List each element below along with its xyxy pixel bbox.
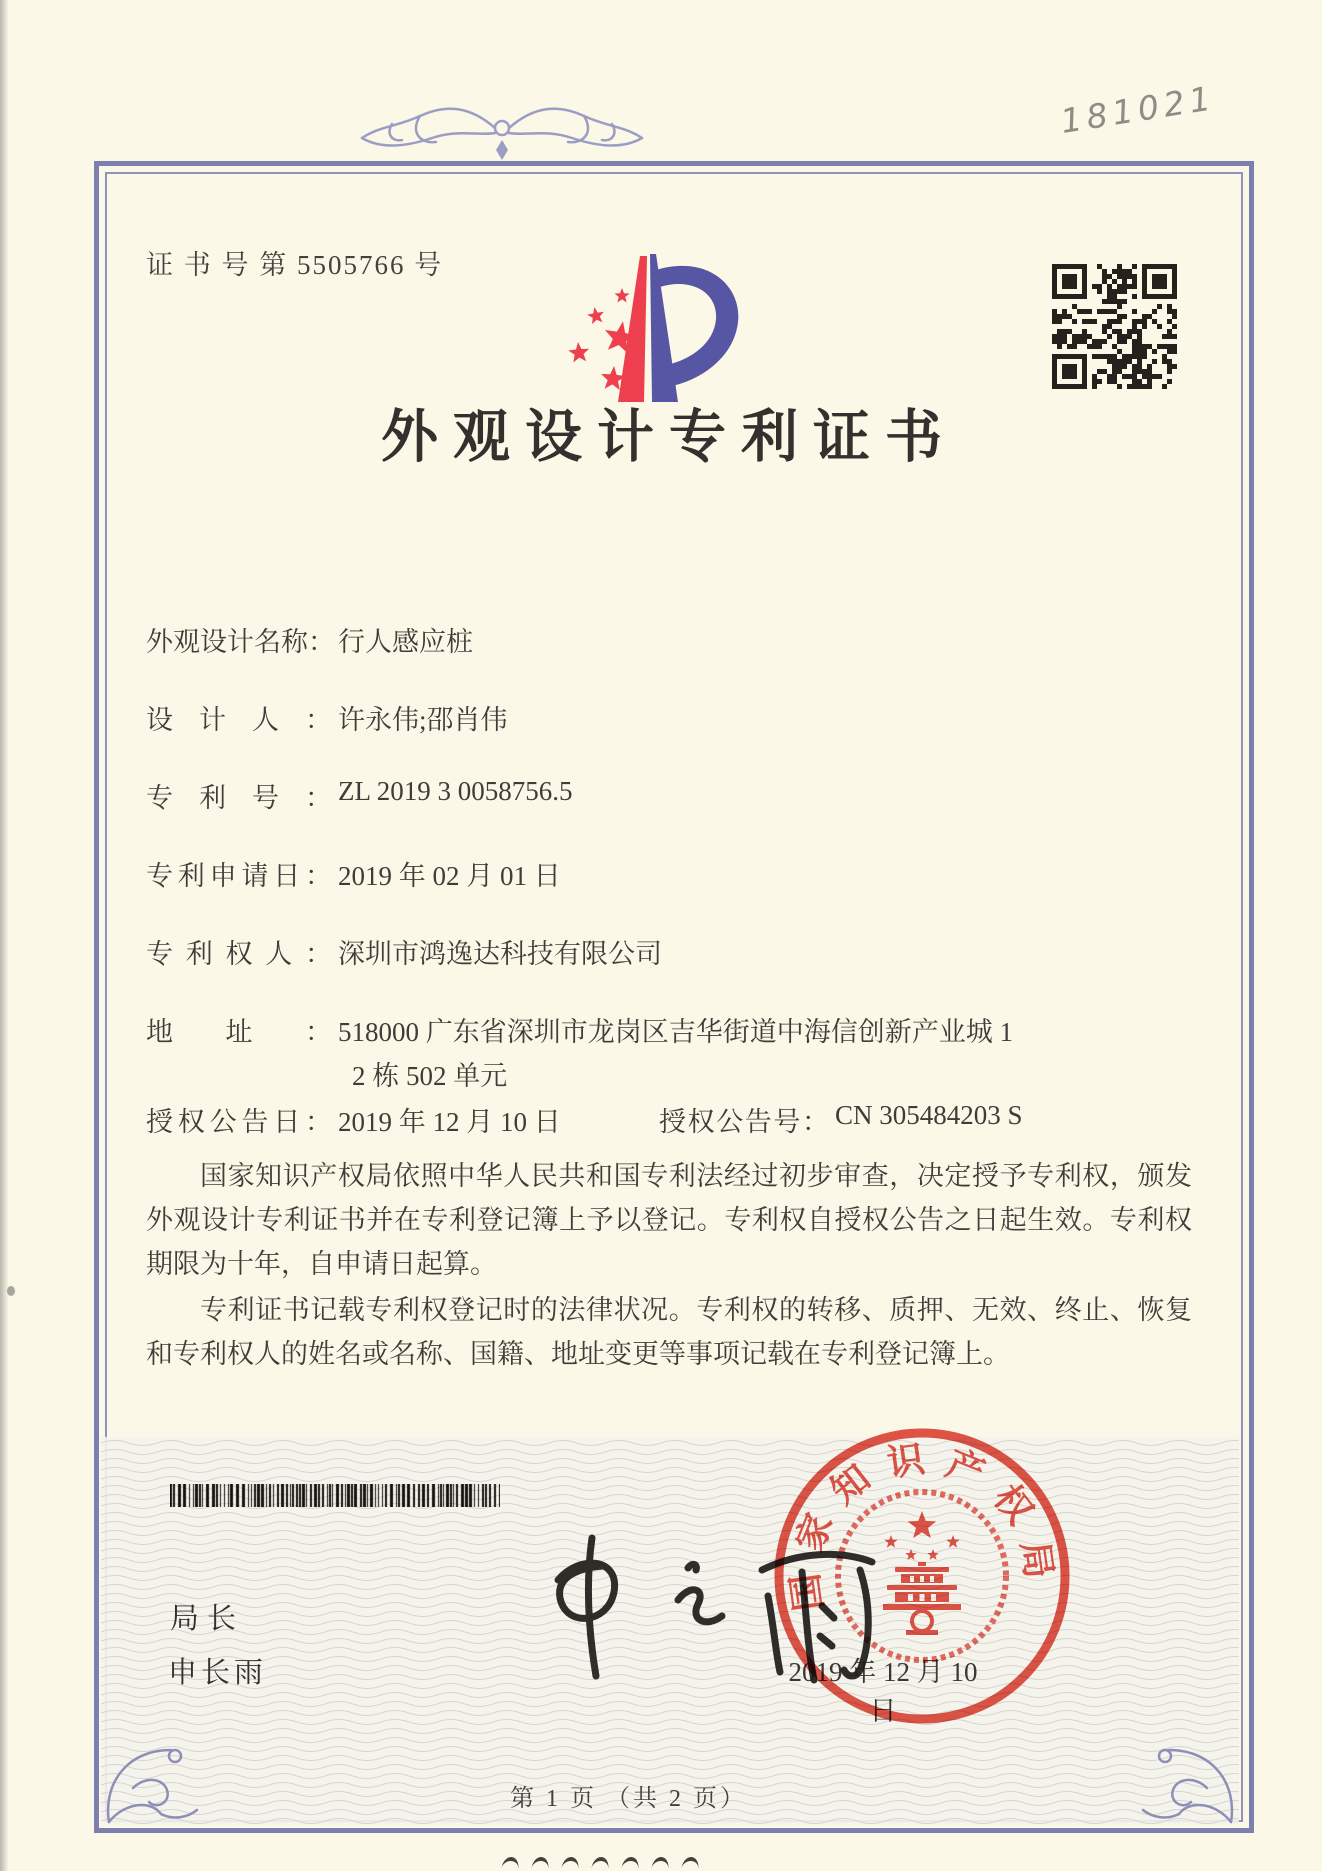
page-indicator: 第 1 页 （共 2 页） xyxy=(510,1786,747,1812)
certificate-title: 外观设计专利证书 xyxy=(381,406,957,469)
field-grant-date xyxy=(146,1100,561,1139)
clipped-text-fragment xyxy=(502,1857,699,1869)
field-filing-date xyxy=(146,854,561,893)
field-label: 专利申请日： xyxy=(146,861,332,891)
field-label: 设计人： xyxy=(146,705,332,735)
cnipa-logo xyxy=(568,246,758,412)
svg-text:识: 识 xyxy=(884,1439,928,1485)
field-grant-no xyxy=(659,1100,1023,1139)
svg-text:知: 知 xyxy=(823,1457,879,1513)
field-label: 地址： xyxy=(146,1017,332,1047)
scan-stray-dot xyxy=(7,1286,15,1296)
logo-p-bowl xyxy=(656,266,738,386)
svg-text:权: 权 xyxy=(985,1477,1041,1533)
field-value: 行人感应桩 xyxy=(338,627,473,657)
seal-national-emblem xyxy=(838,1492,1006,1660)
svg-text:国: 国 xyxy=(785,1570,831,1614)
field-value: CN 305484203 S xyxy=(835,1100,1023,1130)
field-patentee xyxy=(146,932,662,971)
official-seal xyxy=(770,1424,1074,1728)
director-role-label: 局长 xyxy=(170,1603,245,1635)
legal-text xyxy=(146,1154,1192,1376)
director-name: 申长雨 xyxy=(168,1657,268,1689)
field-label: 外观设计名称： xyxy=(146,627,335,657)
corner-flourish-right xyxy=(1132,1740,1237,1826)
svg-text:局: 局 xyxy=(1013,1538,1059,1582)
svg-text:产: 产 xyxy=(940,1443,990,1496)
field-value: 2019 年 12 月 10 日 xyxy=(338,1107,561,1137)
field-label: 授权公告号： xyxy=(659,1107,829,1137)
field-address-line2: 2 栋 502 单元 xyxy=(352,1061,508,1091)
barcode xyxy=(170,1484,500,1507)
field-value: 518000 广东省深圳市龙岗区吉华街道中海信创新产业城 1 xyxy=(338,1017,1013,1047)
seal-date: 2019 年 12 月 10 日 xyxy=(788,1657,978,1726)
scan-edge-shadow xyxy=(0,0,10,1871)
certificate-number: 证 书 号 第 5505766 号 xyxy=(146,250,444,280)
field-design-name xyxy=(146,620,473,659)
field-value: 2019 年 02 月 01 日 xyxy=(338,861,561,891)
field-label: 专利权人： xyxy=(146,939,332,969)
corner-flourish-left xyxy=(103,1740,208,1826)
field-label: 授权公告日： xyxy=(146,1107,332,1137)
field-address xyxy=(146,1010,1013,1049)
field-value: 深圳市鸿逸达科技有限公司 xyxy=(338,939,662,969)
handwritten-note: 181021 xyxy=(1057,78,1219,141)
qr-code xyxy=(1052,264,1177,389)
field-designer xyxy=(146,698,508,737)
legal-paragraph-1: 国家知识产权局依照中华人民共和国专利法经过初步审查，决定授予专利权，颁发外观设计专利证书并在专利登记簿上予以登记。专利权自授权公告之日起生效。专利权期限为十年，自申请日起算。 xyxy=(146,1161,1192,1279)
svg-text:家: 家 xyxy=(789,1508,842,1558)
field-patent-no xyxy=(146,776,572,815)
legal-paragraph-2: 专利证书记载专利权登记时的法律状况。专利权的转移、质押、无效、终止、恢复和专利权人的姓名或名称、国籍、地址变更等事项记载在专利登记簿上。 xyxy=(146,1295,1192,1369)
top-flourish-ornament xyxy=(352,98,652,170)
field-value: 许永伟;邵肖伟 xyxy=(338,705,508,735)
field-value: ZL 2019 3 0058756.5 xyxy=(338,776,573,806)
field-label: 专利号： xyxy=(146,783,332,813)
